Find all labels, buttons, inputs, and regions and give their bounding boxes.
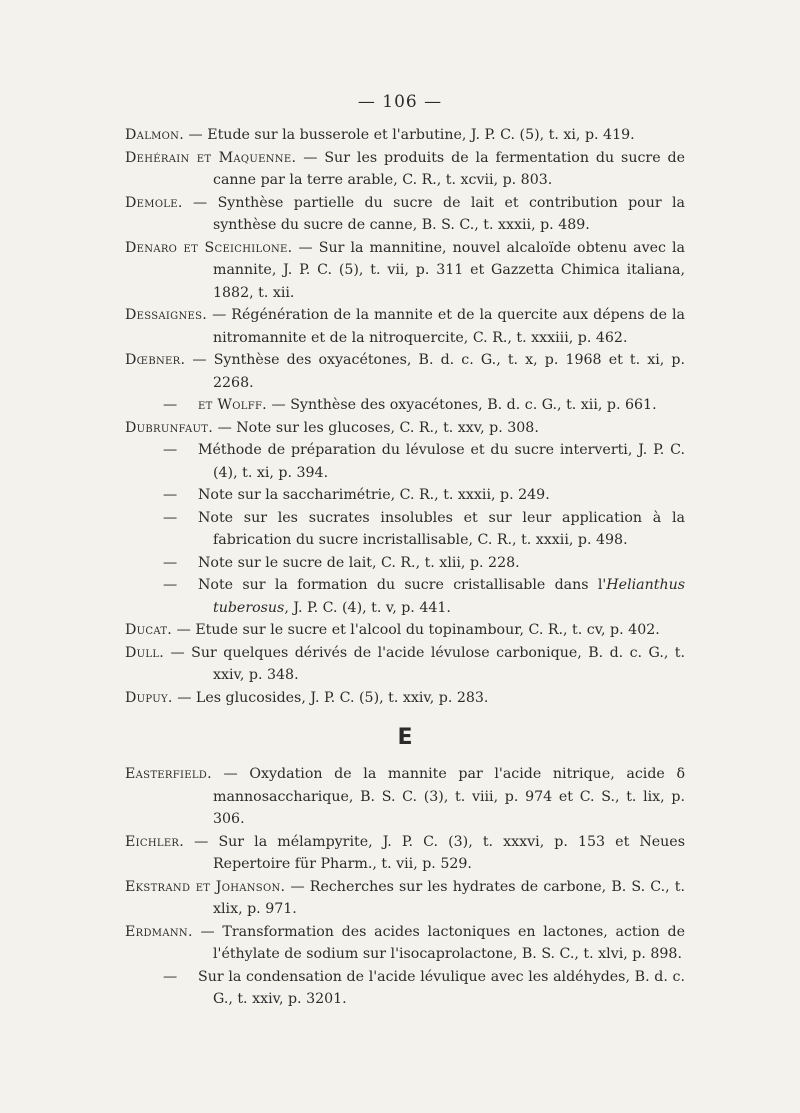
bibliography-entry — [125, 763, 685, 831]
ditto-dash: — — [163, 509, 178, 526]
entry-text: Note sur les sucrates insolubles et sur leur application à la fabrication du sucre incristallisable, C. R., t. xxxii, p. 498. — [198, 509, 685, 548]
bibliography-list — [125, 124, 685, 1011]
entry-text: — Sur la mélampyrite, J. P. C. (3), t. xxxvi, p. 153 et Neues Repertoire für Pharm., t. vii, p. 529. — [184, 833, 685, 872]
ditto-dash: — — [163, 554, 178, 571]
entry-text: — Les glucosides, J. P. C. (5), t. xxiv, p. 283. — [172, 689, 489, 706]
entry-author: Denaro et Sceichilone. — [125, 239, 293, 256]
entry-text: Sur la condensation de l'acide lévulique avec les aldéhydes, B. d. c. G., t. xxiv, p. 3201. — [198, 968, 685, 1007]
entry-author: Ducat. — [125, 622, 173, 638]
entry-author: Easterfield. — [125, 766, 212, 782]
entry-text: — Transformation des acides lactoniques en lactones, action de l'éthylate de sodium sur l'isocaprolactone, B. S. C., t. xlvi, p. 898. — [192, 923, 685, 962]
bibliography-entry — [125, 966, 685, 1011]
entry-text: — Sur les produits de la fermentation du sucre de canne par la terre arable, C. R., t. xcvii, p. 803. — [213, 149, 686, 188]
entry-text: Méthode de préparation du lévulose et du sucre interverti, J. P. C. (4), t. xi, p. 394. — [198, 442, 685, 481]
entry-author: Dubrunfaut. — [125, 419, 214, 436]
entry-text-end: , J. P. C. (4), t. v, p. 441. — [284, 599, 451, 616]
bibliography-entry — [125, 304, 685, 349]
bibliography-entry — [125, 642, 685, 687]
entry-text: — Synthèse partielle du sucre de lait et contribution pour la synthèse du sucre de canne, B. S. C., t. xxxii, p. 489. — [182, 194, 685, 233]
entry-author: et Wolff. — [198, 397, 267, 413]
entry-text: — Synthèse des oxyacétones, B. d. c. G., t. xii, p. 661. — [267, 397, 657, 413]
bibliography-entry — [125, 687, 685, 710]
bibliography-entry — [125, 192, 685, 237]
entry-text: — Note sur les glucoses, C. R., t. xxv, p. 308. — [213, 419, 539, 436]
bibliography-entry — [125, 439, 685, 484]
bibliography-entry — [125, 507, 685, 552]
entry-text: — Sur la mannitine, nouvel alcaloïde obtenu avec la mannite, J. P. C. (5), t. vii, p. 311 et Gazzetta Chimica italiana, 1882, t. xii. — [213, 239, 685, 301]
section-letter: E — [397, 725, 413, 750]
ditto-dash: — — [163, 442, 178, 458]
entry-text: Note sur le sucre de lait, C. R., t. xlii, p. 228. — [198, 554, 520, 571]
bibliography-entry — [125, 552, 685, 575]
entry-author: Erdmann. — [125, 923, 193, 940]
entry-text: — Etude sur la busserole et l'arbutine, J. P. C. (5), t. xi, p. 419. — [184, 127, 635, 143]
entry-text: Note sur la formation du sucre cristallisable dans l' — [198, 577, 607, 593]
bibliography-entry — [125, 619, 685, 642]
bibliography-entry — [125, 394, 685, 417]
entry-author: Dehérain et Maquenne. — [125, 149, 297, 166]
bibliography-entry — [125, 349, 685, 394]
bibliography-entry — [125, 876, 685, 921]
entry-text: — Recherches sur les hydrates de carbone, B. S. C., t. xlix, p. 971. — [213, 878, 685, 917]
bibliography-entry — [125, 417, 685, 440]
entry-italic-title: Helianthus tuberosus — [213, 577, 685, 616]
entry-author: Eichler. — [125, 833, 185, 850]
bibliography-entry — [125, 484, 685, 507]
bibliography-entry — [125, 124, 685, 147]
bibliography-entry — [125, 921, 685, 966]
entry-text: — Synthèse des oxyacétones, B. d. c. G., t. x, p. 1968 et t. xi, p. 2268. — [185, 352, 685, 391]
entry-text: — Sur quelques dérivés de l'acide lévulose carbonique, B. d. c. G., t. xxiv, p. 348. — [164, 644, 685, 683]
bibliography-entry — [125, 147, 685, 192]
entry-author: Dessaignes. — [125, 307, 208, 323]
entry-author: Ekstrand et Johanson. — [125, 878, 286, 895]
page-number: — 106 — — [357, 92, 443, 112]
entry-text: — Etude sur le sucre et l'alcool du topinambour, C. R., t. cv, p. 402. — [172, 622, 660, 638]
entry-author: Dalmon. — [125, 127, 185, 143]
ditto-dash: — — [163, 397, 178, 413]
entry-author: Dull. — [125, 644, 165, 661]
entry-author: Dupuy. — [125, 689, 173, 706]
ditto-dash: — — [163, 968, 178, 985]
entry-text: Note sur la saccharimétrie, C. R., t. xxxii, p. 249. — [198, 487, 550, 503]
ditto-dash: — — [163, 577, 178, 593]
entry-text: — Régénération de la mannite et de la quercite aux dépens de la nitromannite et de la nitroquercite, C. R., t. xxxiii, p. 462. — [207, 307, 685, 346]
entry-author: Dœbner. — [125, 352, 186, 368]
entry-author: Demole. — [125, 194, 183, 211]
bibliography-entry — [125, 237, 685, 305]
entry-text: — Oxydation de la mannite par l'acide nitrique, acide δ mannosaccharique, B. S. C. (3), t. viii, p. 974 et C. S., t. lix, p. 306. — [211, 766, 685, 827]
bibliography-entry — [125, 574, 685, 619]
bibliography-entry — [125, 831, 685, 876]
ditto-dash: — — [163, 487, 178, 503]
